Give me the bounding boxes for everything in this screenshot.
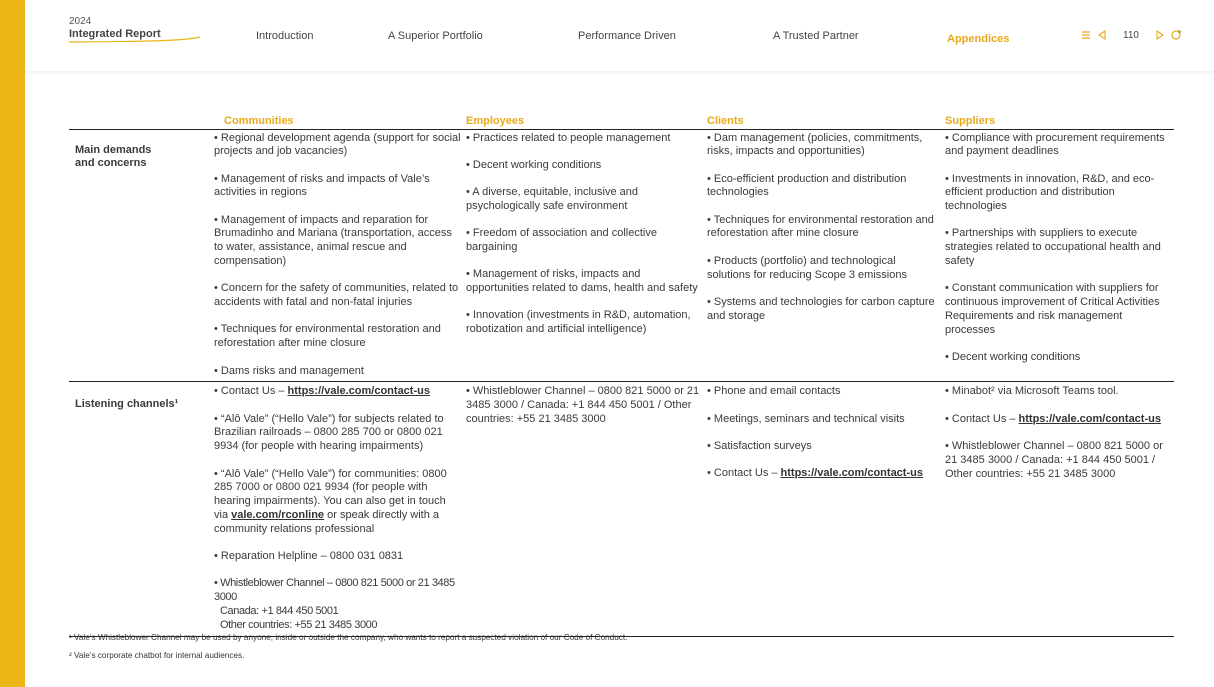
cell-channels-employees <box>466 382 707 636</box>
row-label-demands <box>69 129 210 382</box>
column-suppliers: Suppliers <box>945 114 996 127</box>
list-item: • Management of risks, impacts and opportunities related to dams, health and safety <box>466 268 698 295</box>
list-item: • “Alô Vale” (“Hello Vale”) for subjects related to Brazilian railroads – 0800 285 700 or 0800 021 9934 (for people with hearing impairments) <box>214 412 444 453</box>
whistle-line: Canada: +1 844 450 5001 <box>220 604 339 617</box>
contact-us-link[interactable]: https://vale.com/contact-us <box>780 467 923 480</box>
list-item: • Phone and email contacts <box>707 385 841 398</box>
page-number: 110 <box>1123 29 1139 41</box>
contact-prefix: • Contact Us – <box>707 467 781 480</box>
footnote-2: ² Vale’s corporate chatbot for internal audiences. <box>69 651 245 660</box>
list-item: • Practices related to people management <box>466 131 671 144</box>
header-bar <box>25 0 1214 71</box>
nav-performance-driven[interactable]: Performance Driven <box>578 30 676 42</box>
contact-prefix: • Contact Us – <box>945 412 1019 425</box>
nav-superior-portfolio[interactable]: A Superior Portfolio <box>388 30 483 42</box>
report-name: Integrated Report <box>69 28 161 40</box>
list-item: • Reparation Helpline – 0800 031 0831 <box>214 550 404 563</box>
logo-swoosh-icon <box>69 36 201 44</box>
row-label-channels: Listening channels¹ <box>75 398 179 411</box>
column-clients: Clients <box>707 114 744 127</box>
list-item: • Freedom of association and collective bargaining <box>466 227 657 253</box>
table-row-demands <box>69 129 1174 382</box>
table-header-row <box>69 111 1174 129</box>
left-accent-bar <box>0 0 25 687</box>
cell-channels-clients <box>707 382 945 636</box>
cell-demands-communities <box>210 129 466 382</box>
list-item: • Investments in innovation, R&D, and eco-efficient production and distribution technologies <box>945 172 1155 213</box>
column-communities: Communities <box>224 114 294 127</box>
table-row-channels <box>69 382 1174 636</box>
list-item: • Management of impacts and reparation for Brumadinho and Mariana (transportation, access to water, assistance, animal rescue and compensation) <box>214 213 452 268</box>
list-item: • Decent working conditions <box>945 351 1081 364</box>
list-item: • Whistleblower Channel – 0800 821 5000 or 21 3485 3000 / Canada: +1 844 450 5001 / Other countries: +55 21 3485 3000 <box>945 439 1163 480</box>
list-item <box>214 468 466 537</box>
whistle-line: Other countries: +55 21 3485 3000 <box>220 618 378 631</box>
contact-us-link[interactable]: https://vale.com/contact-us <box>1018 412 1161 425</box>
row-label-line: and concerns <box>75 157 147 170</box>
list-item: • Whistleblower Channel – 0800 821 5000 or 21 3485 3000 / Canada: +1 844 450 5001 / Other countries: +55 21 3485 3000 <box>466 385 700 425</box>
prev-page-icon[interactable] <box>1096 29 1108 41</box>
report-logo[interactable] <box>69 16 161 41</box>
cell-demands-clients <box>707 129 945 382</box>
list-item: • Compliance with procurement requirements and payment deadlines <box>945 131 1165 158</box>
list-item: • Systems and technologies for carbon capture and storage <box>707 295 935 322</box>
whistle-line: • Whistleblower Channel – 0800 821 5000 or 21 3485 3000 <box>214 577 455 604</box>
next-page-icon[interactable] <box>1154 29 1166 41</box>
column-employees: Employees <box>466 114 525 127</box>
list-item: • Dams risks and management <box>214 364 364 377</box>
nav-appendices[interactable]: Appendices <box>947 33 1010 45</box>
list-item: • Minabot² via Microsoft Teams tool. <box>945 385 1119 398</box>
refresh-icon[interactable] <box>1170 29 1182 41</box>
list-item <box>945 413 1174 427</box>
list-item: • Partnerships with suppliers to execute strategies related to occupational health and safety <box>945 227 1161 268</box>
cell-demands-employees <box>466 129 707 382</box>
list-item: • Innovation (investments in R&D, automation, robotization and artificial intelligence) <box>466 309 691 336</box>
nav-introduction[interactable]: Introduction <box>256 30 314 42</box>
list-item: • Eco-efficient production and distribution technologies <box>707 172 907 199</box>
list-item: • Concern for the safety of communities, related to accidents with fatal and non-fatal injuries <box>214 282 459 309</box>
row-label-line: Main demands <box>75 143 152 156</box>
contact-us-link[interactable]: https://vale.com/contact-us <box>287 385 430 398</box>
page-navigator <box>1080 29 1182 41</box>
list-item: • Satisfaction surveys <box>707 439 812 452</box>
alo-text-end: or speak directly with a community relations professional <box>214 508 439 535</box>
alo-text: • “Alô Vale” (“Hello Vale”) for communities: 0800 285 7000 or 0800 021 9934 (for people with hearing impairments). You can also get in touch via <box>214 467 447 521</box>
list-item: • Dam management (policies, commitments, risks, impacts and opportunities) <box>707 131 923 158</box>
menu-icon[interactable] <box>1080 29 1092 41</box>
list-item <box>214 577 466 632</box>
list-item: • Decent working conditions <box>466 158 602 171</box>
cell-channels-communities <box>210 382 466 636</box>
list-item <box>214 385 466 399</box>
cell-demands-suppliers <box>945 129 1174 382</box>
cell-channels-suppliers <box>945 382 1174 636</box>
nav-trusted-partner[interactable]: A Trusted Partner <box>773 30 859 42</box>
contact-prefix: • Contact Us – <box>214 385 288 398</box>
list-item: • Constant communication with suppliers for continuous improvement of Critical Activities Requirements and risk management processes <box>945 282 1160 336</box>
list-item: • Regional development agenda (support for social projects and job vacancies) <box>214 131 461 158</box>
list-item: • Techniques for environmental restoration and reforestation after mine closure <box>707 213 934 240</box>
report-year: 2024 <box>69 16 92 27</box>
list-item: • Management of risks and impacts of Vale’s activities in regions <box>214 172 430 199</box>
stakeholder-table <box>69 111 1174 637</box>
header-empty <box>69 111 210 129</box>
list-item: • Products (portfolio) and technological solutions for reducing Scope 3 emissions <box>707 254 907 281</box>
list-item: • Techniques for environmental restoration and reforestation after mine closure <box>214 323 441 350</box>
list-item: • Meetings, seminars and technical visits <box>707 412 905 425</box>
list-item <box>707 467 945 481</box>
list-item: • A diverse, equitable, inclusive and psychologically safe environment <box>466 186 639 212</box>
rconline-link[interactable]: vale.com/rconline <box>231 508 325 521</box>
footnotes <box>69 633 627 669</box>
footnote-1: ¹ Vale’s Whistleblower Channel may be used by anyone, inside or outside the company, who wants to report a suspected violation of our Code of Conduct. <box>69 633 628 642</box>
